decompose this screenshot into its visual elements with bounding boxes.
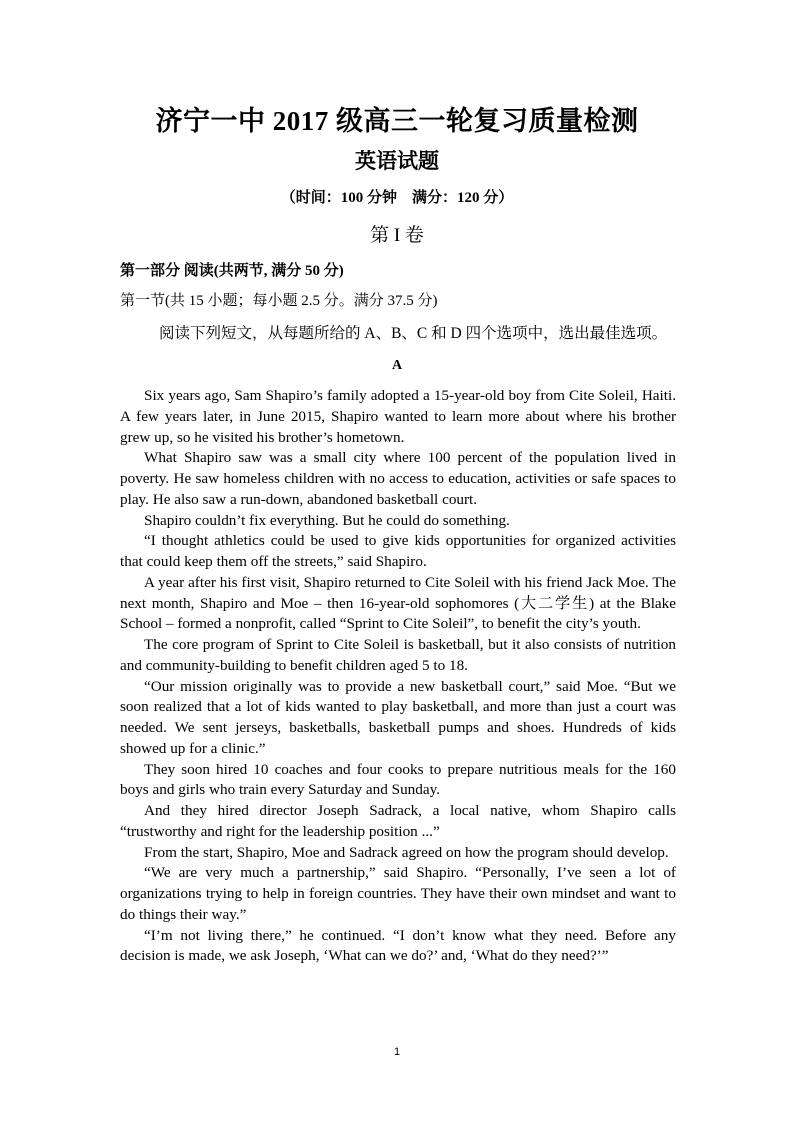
passage-paragraph: “I’m not living there,” he continued. “I don’t know what they need. Before any decision is made, we ask Joseph, ‘What can we do?’ and, ‘What do they need?’” — [120, 926, 676, 965]
reading-instructions: 阅读下列短文，从每题所给的 A、B、C 和 D 四个选项中，选出最佳选项。 — [159, 325, 668, 342]
passage-paragraph: Shapiro couldn’t fix everything. But he could do something. — [144, 511, 510, 529]
passage-paragraph: What Shapiro saw was a small city where 100 percent of the population lived in poverty. He saw homeless children with no access to education, activities or safe spaces to play. He also saw a run-down, abandoned basketball court. — [120, 449, 676, 508]
passage-paragraph: A year after his first visit, Shapiro returned to Cite Soleil with his friend Jack Moe. The next month, Shapiro and Moe – then 16-year-old sophomores (大二学生) at the Blake School – formed a nonprofit, called “Sprint to Cite Soleil”, to benefit the city’s youth. — [120, 573, 676, 633]
exam-time-info: （时间：100 分钟 满分：120 分） — [280, 190, 514, 206]
volume-title: 第 I 卷 — [370, 225, 424, 246]
passage-paragraph: And they hired director Joseph Sadrack, a local native, whom Shapiro calls “trustworthy and right for the leadership position ...” — [120, 802, 676, 840]
section-heading: 第一节(共 15 小题；每小题 2.5 分。满分 37.5 分) — [120, 293, 438, 309]
part-heading: 第一部分 阅读(共两节, 满分 50 分) — [120, 263, 344, 279]
page-title: 济宁一中 2017 级高三一轮复习质量检测 — [155, 106, 639, 136]
passage-paragraph: They soon hired 10 coaches and four cooks to prepare nutritious meals for the 160 boys and girls who train every Saturday and Sunday. — [120, 760, 676, 799]
passage-paragraph: Six years ago, Sam Shapiro’s family adopted a 15-year-old boy from Cite Soleil, Haiti. A few years later, in June 2015, Shapiro wanted to learn more about where his brother grew up, so he visited his brother’s hometown. — [120, 387, 676, 446]
page-number: 1 — [393, 1046, 401, 1058]
passage-paragraph: “Our mission originally was to provide a new basketball court,” said Moe. “But we soon realized that a lot of kids wanted to play basketball, and more than just a court was needed. We sent jerseys, basketballs, basketball pumps and shoes. Hundreds of kids showed up for a clinic.” — [120, 677, 676, 757]
subject-title: 英语试题 — [355, 149, 439, 173]
passage-paragraph: “I thought athletics could be used to give kids opportunities for organized activities that could keep them off the streets,” said Shapiro. — [120, 532, 676, 570]
passage-paragraph: From the start, Shapiro, Moe and Sadrack agreed on how the program should develop. — [144, 843, 669, 861]
passage-paragraph: The core program of Sprint to Cite Soleil is basketball, but it also consists of nutrition and community-building to benefit children aged 5 to 18. — [120, 636, 676, 674]
passage-paragraph: “We are very much a partnership,” said Shapiro. “Personally, I’ve seen a lot of organizations trying to help in foreign countries. They have their own mindset and want to do things their way.” — [120, 864, 676, 923]
passage-body — [120, 386, 676, 967]
passage-label: A — [391, 358, 403, 373]
